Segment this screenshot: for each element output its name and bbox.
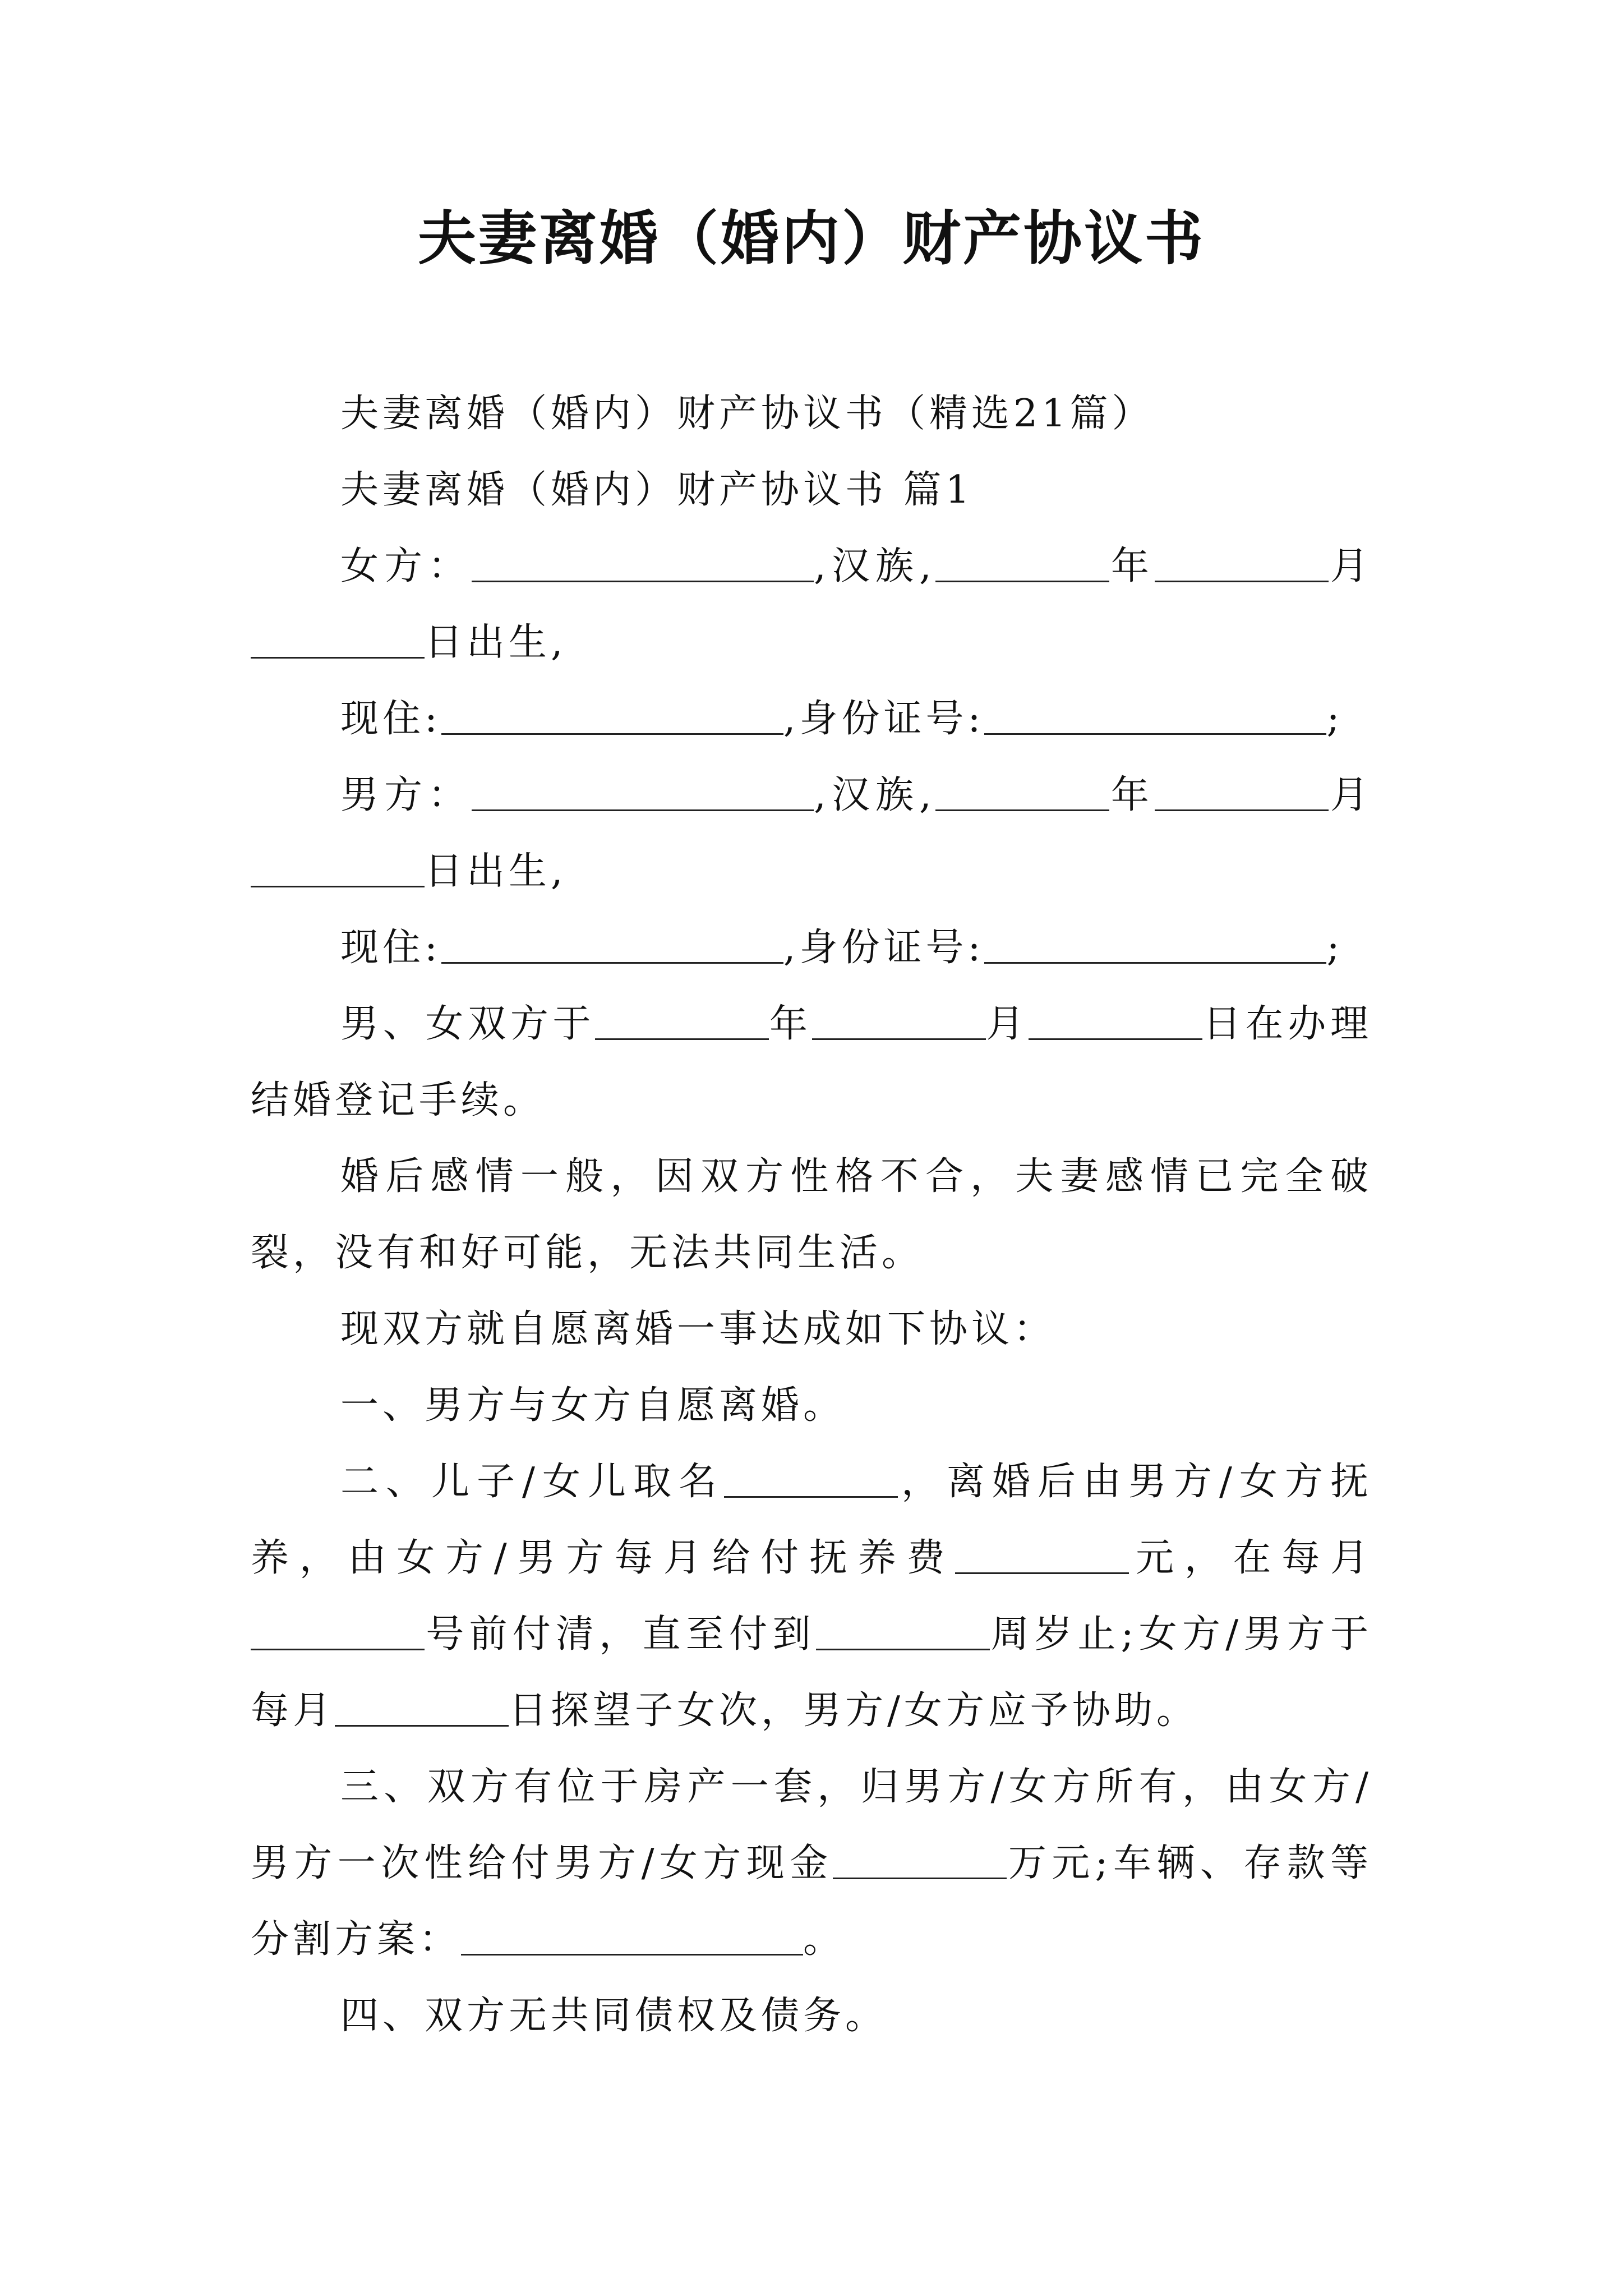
clause-four: 四、双方无共同债权及债务。 xyxy=(340,1994,888,2038)
month-text: 月 xyxy=(1328,544,1372,588)
support-amount-blank xyxy=(955,1534,1129,1574)
visit-day-blank xyxy=(335,1687,509,1727)
agreement-intro: 现双方就自愿离婚一事达成如下协议： xyxy=(340,1307,1056,1351)
semicolon-text: ; xyxy=(1326,926,1344,970)
id-blank xyxy=(984,924,1326,964)
address-blank xyxy=(441,695,783,735)
born-text: 日出生, xyxy=(425,849,567,894)
name-blank xyxy=(472,771,814,811)
subtitle-line: 夫妻离婚（婚内）财产协议书（精选21篇） xyxy=(340,392,1154,436)
clause-three-text: 万元;车辆、存款等分割方案： xyxy=(251,1841,1372,1962)
clause-two-text: 元，在每月 xyxy=(1129,1536,1372,1580)
section-heading: 夫妻离婚（婚内）财产协议书 篇1 xyxy=(340,468,974,512)
male-info xyxy=(251,757,1372,910)
clause-two-text: 日探望子女次，男方/女方应予协助。 xyxy=(509,1688,1198,1733)
division-plan-blank xyxy=(461,1916,803,1955)
clause-three-text: 。 xyxy=(803,1917,846,1962)
clause-three xyxy=(251,1749,1372,1978)
id-blank xyxy=(984,695,1326,735)
id-label: ,身份证号: xyxy=(783,697,985,741)
clause-one: 一、男方与女方自愿离婚。 xyxy=(340,1383,846,1428)
year-text: 年 xyxy=(1109,773,1155,817)
feelings-paragraph: 婚后感情一般，因双方性格不合，夫妻感情已完全破裂，没有和好可能，无法共同生活。 xyxy=(251,1154,1372,1275)
clause-two-text: ，离婚后由男方/女方抚养，由女方/男方每月给付抚养费 xyxy=(251,1460,1372,1580)
month-blank xyxy=(812,1000,986,1040)
female-address xyxy=(251,681,1372,757)
month-text: 月 xyxy=(1328,773,1372,817)
ethnic-text: ,汉族, xyxy=(814,773,935,817)
clause-two xyxy=(251,1444,1372,1749)
clause-two-text: 二、儿子/女儿取名 xyxy=(340,1460,724,1504)
reg-suffix: 日在办理结婚登记手续。 xyxy=(251,1002,1372,1122)
address-label: 现住: xyxy=(340,697,441,741)
clause-two-text: 号前付清，直至付到 xyxy=(425,1612,816,1657)
address-blank xyxy=(441,924,783,964)
month-text: 月 xyxy=(985,1002,1029,1046)
clause-three-text: 三、双方有位于房产一套，归男方/女方所有，由女方/男方一次性给付男方/女方现金 xyxy=(251,1765,1372,1885)
year-blank xyxy=(595,1000,769,1040)
month-blank xyxy=(1155,542,1329,582)
document-title: 夫妻离婚（婚内）财产协议书 xyxy=(417,204,1205,273)
document-body xyxy=(251,376,1372,2054)
day-blank xyxy=(251,848,425,887)
ethnic-text: ,汉族, xyxy=(814,544,935,588)
age-blank xyxy=(816,1611,990,1650)
semicolon-text: ; xyxy=(1326,697,1344,741)
day-blank xyxy=(1029,1000,1202,1040)
child-name-blank xyxy=(724,1458,898,1498)
female-info xyxy=(251,528,1372,681)
male-address xyxy=(251,910,1372,986)
pay-day-blank xyxy=(251,1611,425,1650)
born-text: 日出生, xyxy=(425,620,567,665)
month-blank xyxy=(1155,771,1329,811)
day-blank xyxy=(251,619,425,659)
year-blank xyxy=(935,542,1109,582)
clause-two-text: 周岁止;女方/男方于每月 xyxy=(251,1612,1372,1733)
male-label: 男方： xyxy=(340,773,472,817)
reg-prefix: 男、女双方于 xyxy=(340,1002,596,1046)
cash-amount-blank xyxy=(833,1839,1007,1879)
registration-line xyxy=(251,986,1372,1139)
id-label: ,身份证号: xyxy=(783,926,985,970)
name-blank xyxy=(472,542,814,582)
address-label: 现住: xyxy=(340,926,441,970)
female-label: 女方： xyxy=(340,544,472,588)
year-text: 年 xyxy=(1109,544,1155,588)
year-text: 年 xyxy=(769,1002,812,1046)
year-blank xyxy=(935,771,1109,811)
